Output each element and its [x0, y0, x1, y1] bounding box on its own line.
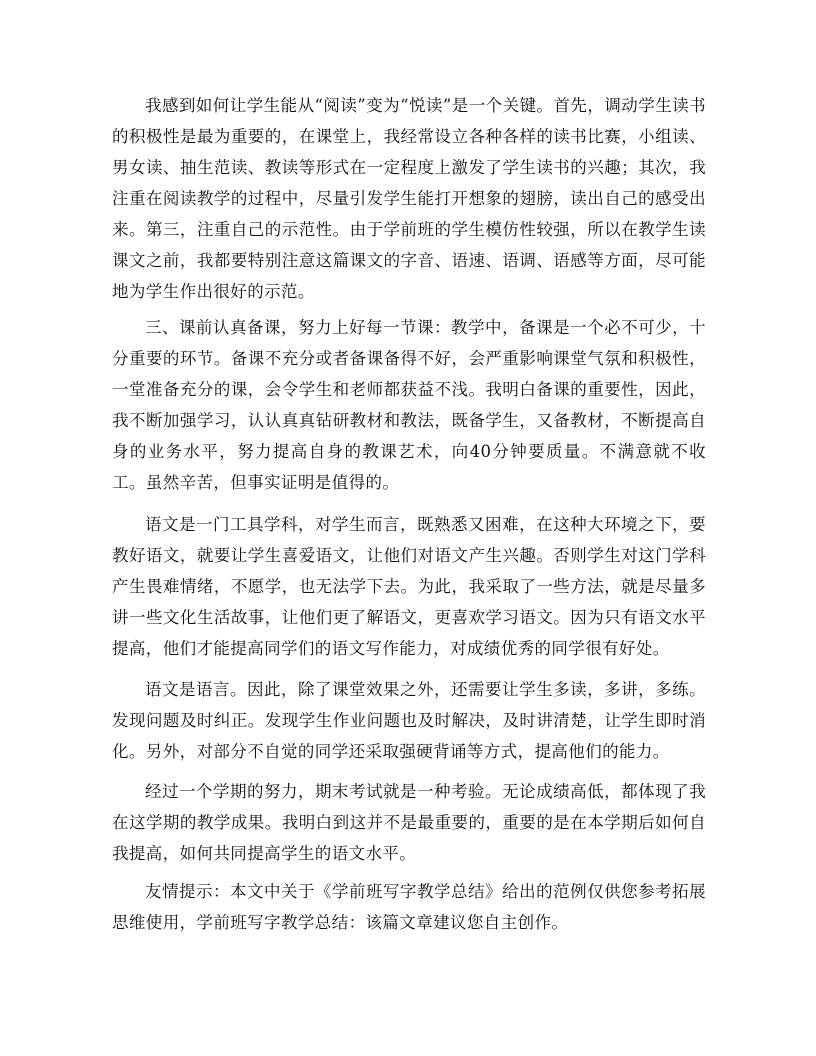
paragraph-semester-summary: 经过一个学期的努力，期末考试就是一种考验。无论成绩高低，都体现了我在这学期的教学成果。我明白到这并不是最重要的，重要的是在本学期后如何自我提高，如何共同提高学生的语文水平。 [112, 782, 706, 863]
paragraph-chinese-interest: 语文是一门工具学科，对学生而言，既熟悉又困难，在这种大环境之下，要教好语文，就要让学生喜爱语文，让他们对语文产生兴趣。否则学生对这门学科产生畏难情绪，不愿学，也无法学下去。为此，我采取了一些方法，就是尽量多讲一些文化生活故事，让他们更了解语文，更喜欢学习语文。因为只有语文水平提高，他们才能提高同学们的语文写作能力，对成绩优秀的同学很有好处。 [112, 515, 706, 658]
paragraph-reading-interest: 我感到如何让学生能从“阅读”变为“悦读”是一个关键。首先，调动学生读书的积极性是最为重要的，在课堂上，我经常设立各种各样的读书比赛，小组读、男女读、抽生范读、教读等形式在一定程度上激发了学生读书的兴趣；其次，我注重在阅读教学的过程中，尽量引发学生能打开想象的翅膀，读出自己的感受出来。第三，注重自己的示范性。由于学前班的学生模仿性较强，所以在教学生读课文之前，我都要特别注意这篇课文的字音、语速、语调、语感等方面，尽可能地为学生作出很好的示范。 [112, 96, 706, 301]
paragraph-friendly-note: 友情提示：本文中关于《学前班写字教学总结》给出的范例仅供您参考拓展思维使用，学前班写字教学总结：该篇文章建议您自主创作。 [112, 882, 706, 932]
paragraph-language-practice: 语文是语言。因此，除了课堂效果之外，还需要让学生多读，多讲，多练。发现问题及时纠正。发现学生作业问题也及时解决，及时讲清楚，让学生即时消化。另外，对部分不自觉的同学还采取强硬背诵等方式，提高他们的能力。 [112, 680, 706, 761]
paragraph-lesson-preparation: 三、课前认真备课，努力上好每一节课：教学中，备课是一个必不可少，十分重要的环节。备课不充分或者备课备得不好，会严重影响课堂气氛和积极性，一堂准备充分的课，会令学生和老师都获益不浅。我明白备课的重要性，因此，我不断加强学习，认认真真钻研教材和教法，既备学生，又备教材，不断提高自身的业务水平，努力提高自身的教课艺术，向40分钟要质量。不满意就不收工。虽然辛苦，但事实证明是值得的。 [112, 318, 706, 492]
